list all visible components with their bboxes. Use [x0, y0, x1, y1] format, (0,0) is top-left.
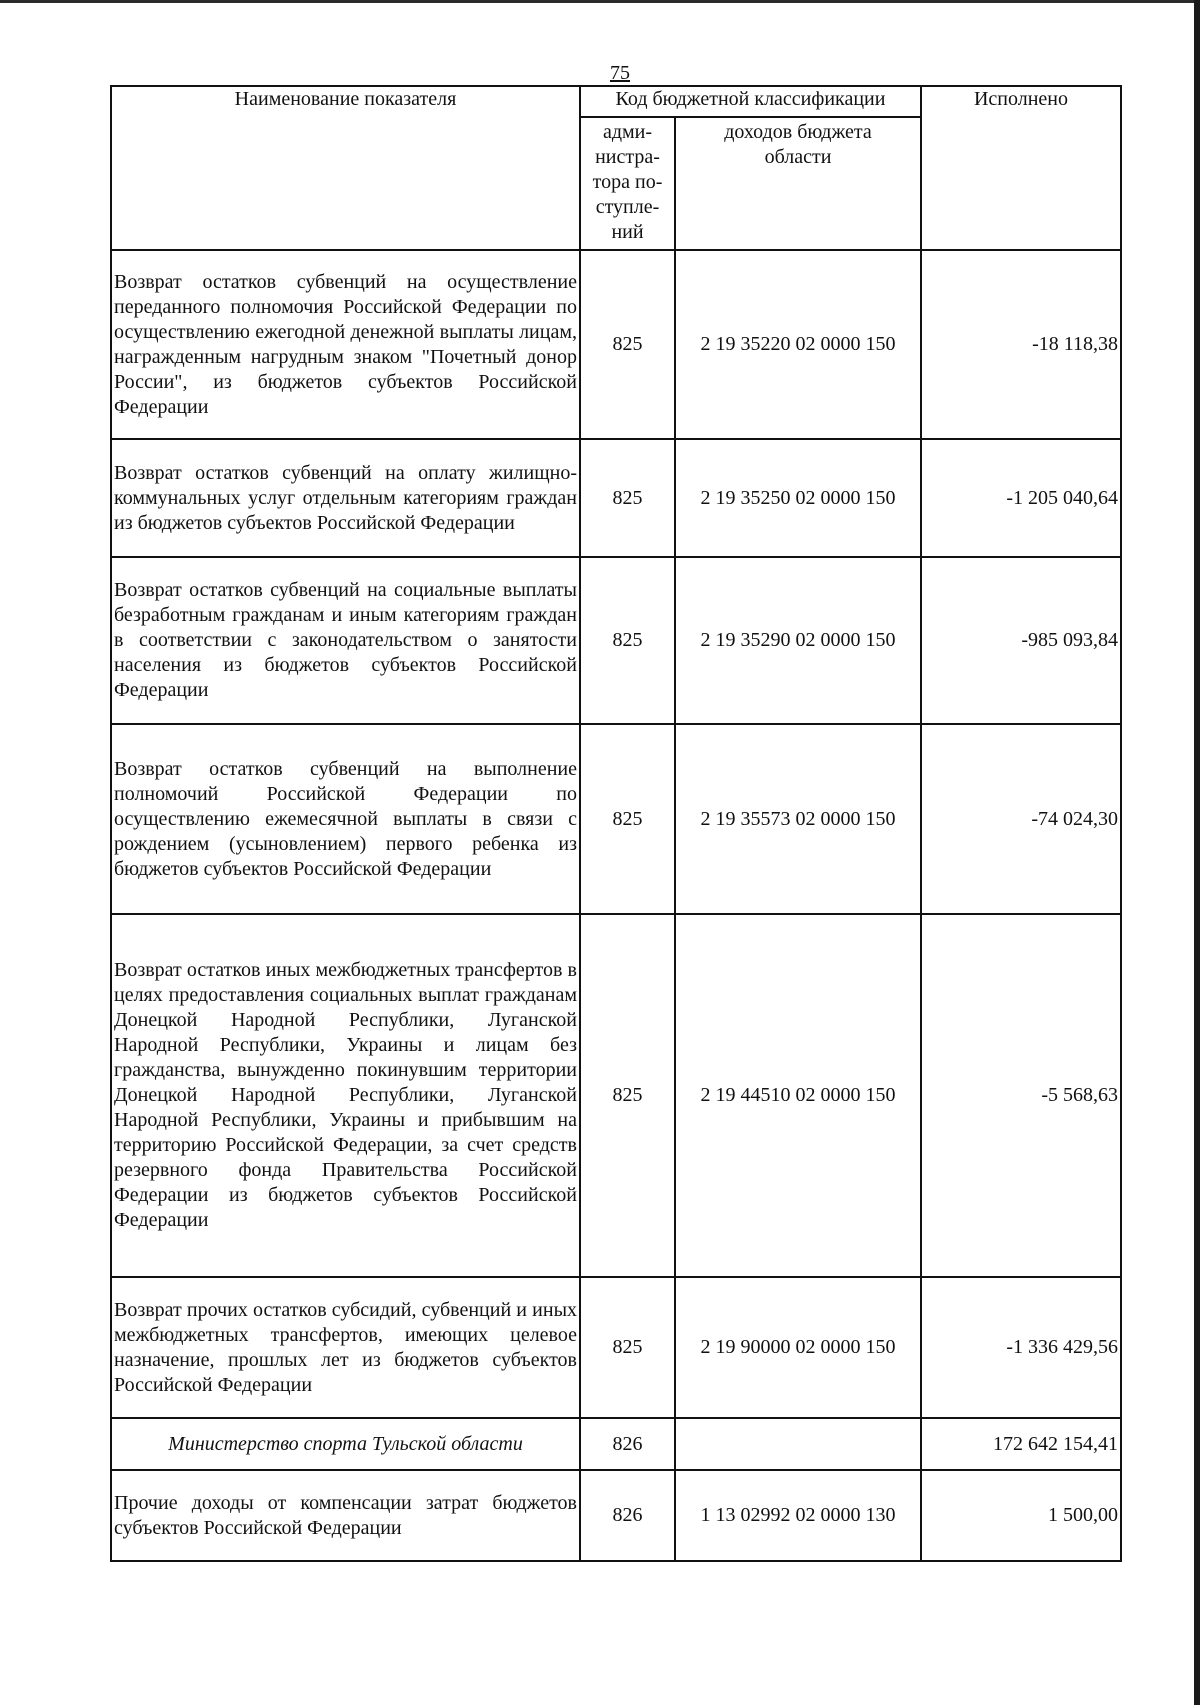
row-admin: 826: [580, 1470, 675, 1561]
header-name: Наименование показателя: [111, 86, 580, 250]
header-executed: Исполнено: [921, 86, 1121, 250]
scan-edge-right: [1194, 0, 1200, 1705]
table-row: [111, 439, 1121, 557]
table-row: [111, 724, 1121, 914]
row-code: [675, 1418, 921, 1470]
table-row: [111, 914, 1121, 1277]
row-amount: -18 118,38: [921, 250, 1121, 439]
row-admin: 825: [580, 1277, 675, 1418]
row-code: 2 19 35290 02 0000 150: [675, 557, 921, 724]
row-amount: 1 500,00: [921, 1470, 1121, 1561]
row-amount: -5 568,63: [921, 914, 1121, 1277]
table-row: [111, 557, 1121, 724]
table-row: [111, 1470, 1121, 1561]
row-code: 2 19 90000 02 0000 150: [675, 1277, 921, 1418]
row-admin: 825: [580, 724, 675, 914]
ministry-row: [111, 1418, 1121, 1470]
row-amount: 172 642 154,41: [921, 1418, 1121, 1470]
row-code: 1 13 02992 02 0000 130: [675, 1470, 921, 1561]
header-admin: адми-нистра-тора по-ступле-ний: [580, 117, 675, 250]
table-row: [111, 1277, 1121, 1418]
row-admin: 825: [580, 914, 675, 1277]
row-amount: -74 024,30: [921, 724, 1121, 914]
row-amount: -985 093,84: [921, 557, 1121, 724]
row-admin: 825: [580, 557, 675, 724]
header-income: доходов бюджета области: [675, 117, 921, 250]
row-name: Возврат остатков субвенций на выполнение полномочий Российской Федерации по осуществлению ежемесячной выплаты в связи с рождением (усыновлением) первого ребенка из бюджетов субъектов Российской Федерации: [111, 724, 580, 914]
row-code: 2 19 35220 02 0000 150: [675, 250, 921, 439]
header-row-1: [111, 86, 1121, 117]
row-name: Прочие доходы от компенсации затрат бюджетов субъектов Российской Федерации: [111, 1470, 580, 1561]
row-amount: -1 336 429,56: [921, 1277, 1121, 1418]
row-code: 2 19 35250 02 0000 150: [675, 439, 921, 557]
header-code-group: Код бюджетной классификации: [580, 86, 921, 117]
row-code: 2 19 44510 02 0000 150: [675, 914, 921, 1277]
row-name: Возврат остатков субвенций на осуществление переданного полномочия Российской Федерации по осуществлению ежегодной денежной выплаты лицам, награжденным нагрудным знаком "Почетный донор России", из бюджетов субъектов Российской Федерации: [111, 250, 580, 439]
row-code: 2 19 35573 02 0000 150: [675, 724, 921, 914]
page-number: 75: [610, 62, 630, 84]
scan-edge-top: [0, 0, 1200, 3]
row-admin: 825: [580, 250, 675, 439]
row-name: Возврат остатков субвенций на социальные выплаты безработным гражданам и иным категориям граждан в соответствии с законодательством о занятости населения из бюджетов субъектов Российской Федерации: [111, 557, 580, 724]
row-name: Возврат остатков субвенций на оплату жилищно-коммунальных услуг отдельным категориям граждан из бюджетов субъектов Российской Федерации: [111, 439, 580, 557]
ministry-name: Министерство спорта Тульской области: [111, 1418, 580, 1470]
row-admin: 826: [580, 1418, 675, 1470]
row-amount: -1 205 040,64: [921, 439, 1121, 557]
row-admin: 825: [580, 439, 675, 557]
table-row: [111, 250, 1121, 439]
row-name: Возврат остатков иных межбюджетных трансфертов в целях предоставления социальных выплат гражданам Донецкой Народной Республики, Луганской Народной Республики, Украины и лицам без гражданства, вынужденно покинувшим территории Донецкой Народной Республики, Луганской Народной Республики, Украины и прибывшим на территорию Российской Федерации, за счет средств резервного фонда Правительства Российской Федерации из бюджетов субъектов Российской Федерации: [111, 914, 580, 1277]
budget-table: [110, 85, 1122, 1562]
row-name: Возврат прочих остатков субсидий, субвенций и иных межбюджетных трансфертов, имеющих целевое назначение, прошлых лет из бюджетов субъектов Российской Федерации: [111, 1277, 580, 1418]
